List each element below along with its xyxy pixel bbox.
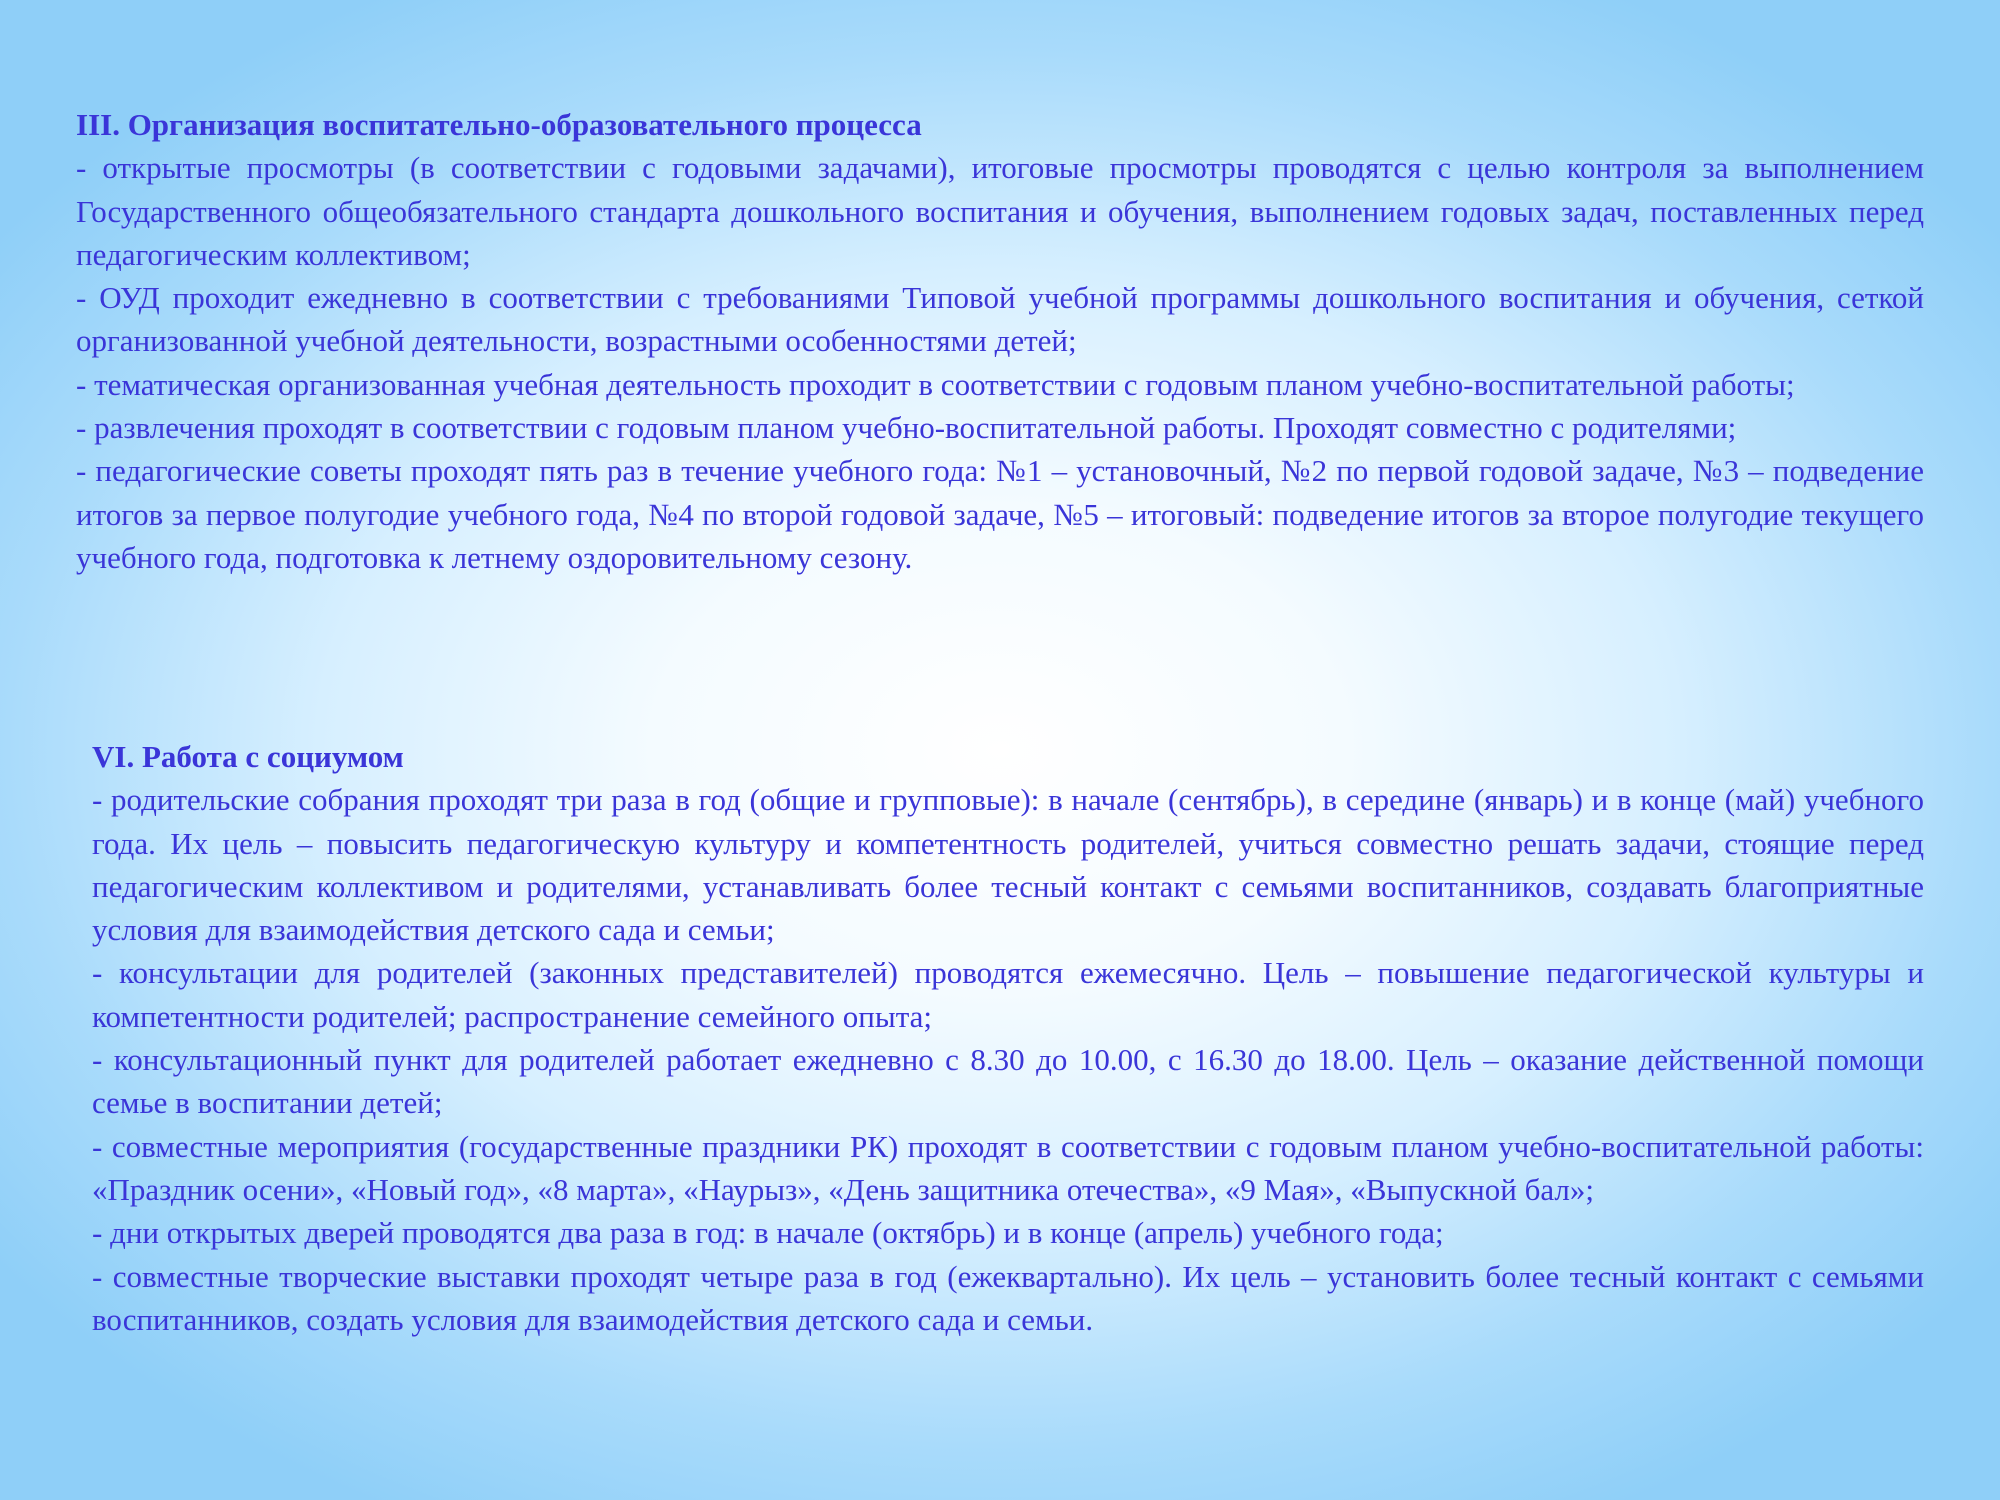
section-organization-title: III. Организация воспитательно-образовательного процесса [76,107,922,142]
section-society-paragraph-2: - консультации для родителей (законных представителей) проводятся ежемесячно. Цель – повышение педагогической культуры и компетентности родителей; распространение семейного опыта; [92,955,1924,1034]
section-society-paragraph-1: - родительские собрания проходят три раза в год (общие и групповые): в начале (сентябрь), в середине (январь) и в конце (май) учебного года. Их цель – повысить педагогическую культуру и компетентность родителей, учиться совместно решать задачи, стоящие перед педагогическим коллективом и родителями, устанавливать более тесный контакт с семьями воспитанников, создавать благоприятные условия для взаимодействия детского сада и семьи; [92,782,1924,948]
section-organization [76,103,1924,579]
section-society-title: VI. Работа с социумом [92,739,404,774]
section-organization-paragraph-3: - тематическая организованная учебная деятельность проходит в соответствии с годовым планом учебно-воспитательной работы; [76,366,1795,402]
section-organization-paragraph-1: - открытые просмотры (в соответствии с годовыми задачами), итоговые просмотры проводятся с целью контроля за выполнением Государственного общеобязательного стандарта дошкольного воспитания и обучения, выполнением годовых задач, поставленных перед педагогическим коллективом; [76,150,1924,272]
section-society-paragraph-4: - совместные мероприятия (государственные праздники РК) проходят в соответствии с годовым планом учебно-воспитательной работы: «Праздник осени», «Новый год», «8 марта», «Наурыз», «День защитника отечества», «9 Мая», «Выпускной бал»; [92,1128,1924,1207]
section-society-paragraph-3: - консультационный пункт для родителей работает ежедневно с 8.30 до 10.00, с 16.30 до 18.00. Цель – оказание действенной помощи семье в воспитании детей; [92,1042,1924,1121]
section-organization-paragraph-4: - развлечения проходят в соответствии с годовым планом учебно-воспитательной работы. Проходят совместно с родителями; [76,410,1737,446]
section-organization-paragraph-2: - ОУД проходит ежедневно в соответствии с требованиями Типовой учебной программы дошкольного воспитания и обучения, сеткой организованной учебной деятельности, возрастными особенностями детей; [76,280,1924,359]
section-society [92,735,1924,1341]
section-society-paragraph-5: - дни открытых дверей проводятся два раза в год: в начале (октябрь) и в конце (апрель) учебного года; [92,1215,1444,1251]
section-organization-paragraph-5: - педагогические советы проходят пять раз в течение учебного года: №1 – установочный, №2 по первой годовой задаче, №3 – подведение итогов за первое полугодие учебного года, №4 по второй годовой задаче, №5 – итоговый: подведение итогов за второе полугодие текущего учебного года, подготовка к летнему оздоровительному сезону. [76,453,1924,575]
section-society-paragraph-6: - совместные творческие выставки проходят четыре раза в год (ежеквартально). Их цель – установить более тесный контакт с семьями воспитанников, создать условия для взаимодействия детского сада и семьи. [92,1258,1924,1337]
